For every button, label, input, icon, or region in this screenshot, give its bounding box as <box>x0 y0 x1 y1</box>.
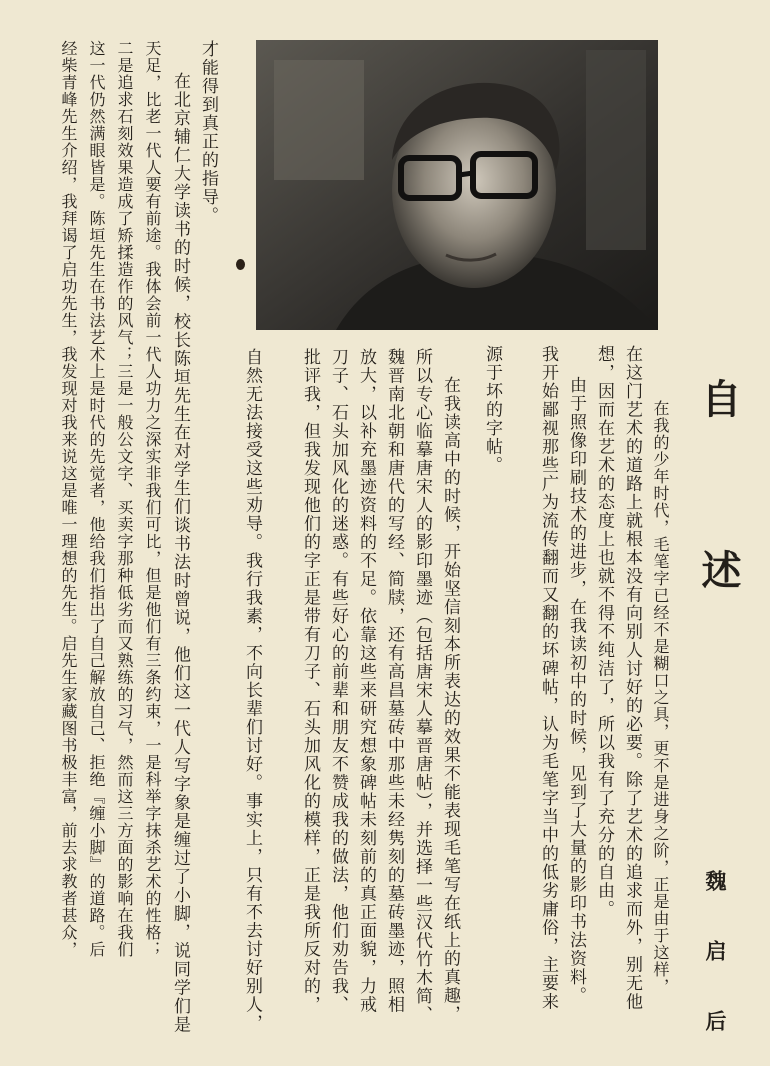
text-column: 这一代仍然满眼皆是。陈垣先生在书法艺术上是时代的先觉者，他给我们指出了自己解放自己、拒绝『缠小脚』的道路。后 <box>87 40 106 958</box>
text-column: 想，因而在艺术的态度上也就不得不纯洁了，所以我有了充分的自由。 <box>594 345 614 919</box>
text-column: 我开始鄙视那些广为流传翻而又翻的坏碑帖，认为毛笔字当中的低劣庸俗，主要来 <box>538 345 558 1011</box>
text-column: 在我读高中的时候，开始坚信刻本所表达的效果不能表现毛笔写在纸上的真趣， <box>440 376 460 1024</box>
text-column: 才能得到真正的指导。 <box>198 40 218 225</box>
text-column: 由于照像印刷技术的进步，在我读初中的时候，见到了大量的影印书法资料。 <box>566 376 586 1005</box>
article-title: 自 述 <box>695 378 742 631</box>
text-column: 批评我，但我发现他们的字正是带有刀子、石头加风化的模样，正是我所反对的， <box>300 348 320 1014</box>
text-column: 魏晋南北朝和唐代的写经、简牍，还有高昌墓砖中那些未经隽刻的墓砖墨迹，照相 <box>384 348 404 1014</box>
text-column: 在这门艺术的道路上就根本没有向别人讨好的必要。除了艺术的追求而外，别无他 <box>622 345 642 1011</box>
author-photo <box>256 40 658 330</box>
text-column: 源于坏的字帖。 <box>482 345 502 475</box>
text-column: 经柴青峰先生介绍，我拜谒了启功先生，我发现对我来说这是唯一理想的先生。启先生家藏图书极丰富，前去求教者甚众， <box>59 40 78 958</box>
author-name: 魏 启 后 <box>703 870 728 1043</box>
ink-dot <box>236 259 245 270</box>
text-column: 所以专心临摹唐宋人的影印墨迹（包括唐宋人摹晋唐帖），并选择一些汉代竹木简、 <box>412 348 432 1024</box>
text-column: 在我的少年时代，毛笔字已经不是糊口之具，更不是进身之阶，正是由于这样， <box>651 400 670 995</box>
text-column: 在北京辅仁大学读书的时候，校长陈垣先生在对学生们谈书法时曾说，他们这一代人写字象是缠过了小脚，说同学们是 <box>170 72 190 1034</box>
text-column: 刀子、石头加风化的迷惑。有些好心的前辈和朋友不赞成我的做法，他们劝告我、 <box>328 348 348 1014</box>
text-column: 自然无法接受这些劝导。我行我素，不向长辈们讨好。事实上，只有不去讨好别人， <box>242 348 262 1033</box>
text-column: 天足，比老一代人要有前途。我体会前一代人功力之深实非我们可比，但是他们有三条约束，一是科举字抹杀艺术的性格； <box>143 40 162 958</box>
text-column: 放大，以补充墨迹资料的不足。依靠这些来研究想象碑帖未刻前的真正面貌，力戒 <box>356 348 376 1014</box>
text-column: 二是追求石刻效果造成了矫揉造作的风气；三是一般公文字、买卖字那种低劣而又熟练的习气，然而这三方面的影响在我们 <box>115 40 134 958</box>
